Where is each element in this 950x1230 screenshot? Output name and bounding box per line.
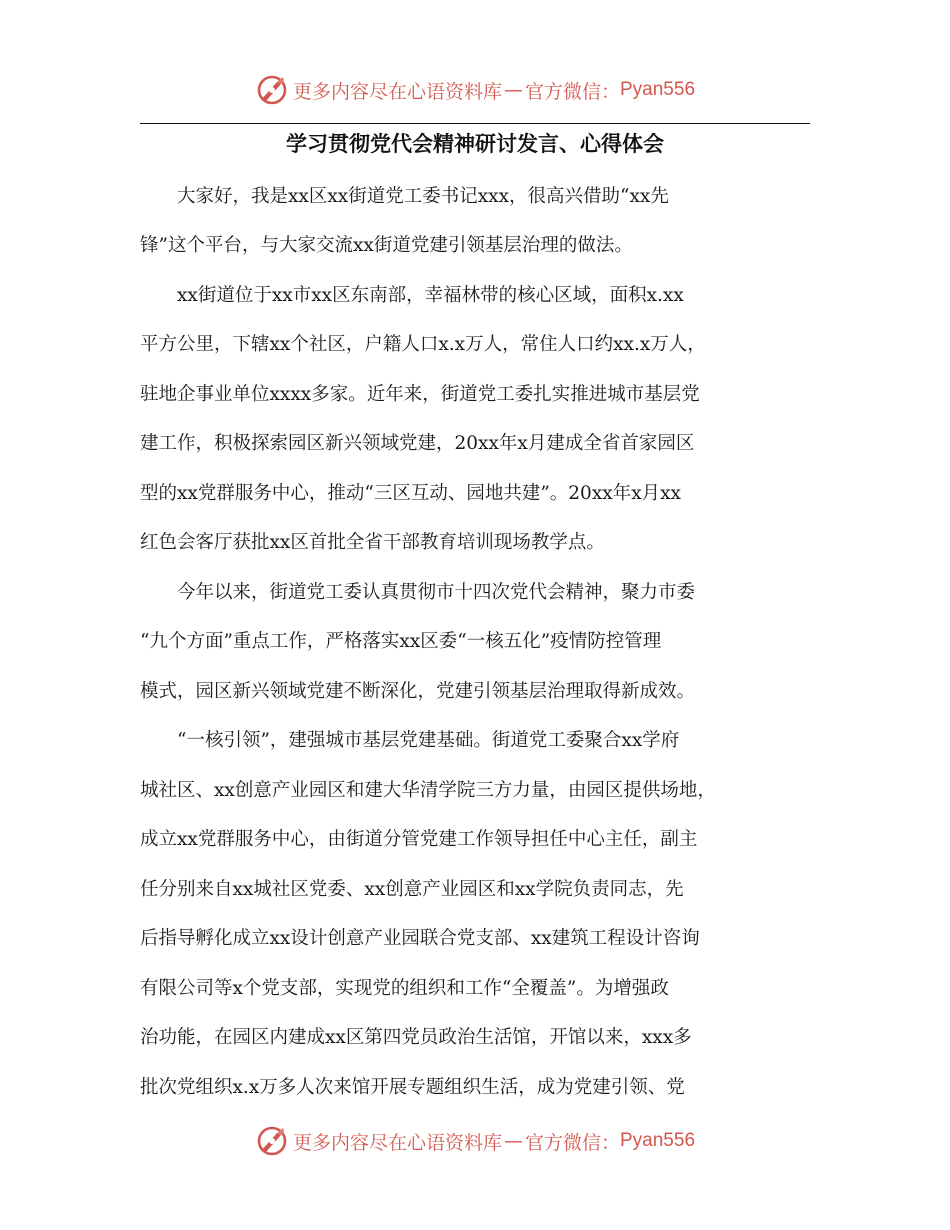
body-line: 治功能，在园区内建成xx区第四党员政治生活馆，开馆以来，xxx多 [140, 1027, 692, 1048]
banner-separator: — [503, 1130, 523, 1152]
banner-text: 更多内容尽在心语资料库 [292, 1131, 502, 1154]
body-line: 后指导孵化成立xx设计创意产业园联合党支部、xx建筑工程设计咨询 [140, 928, 700, 949]
banner-contact-label: 官方微信： [524, 80, 620, 103]
body-line: 建工作，积极探索园区新兴领域党建，20xx年x月建成全省首家园区 [140, 433, 695, 454]
banner-text: 更多内容尽在心语资料库 [292, 80, 502, 103]
body-line: xx街道位于xx市xx区东南部，幸福林带的核心区域，面积x.xx [140, 285, 684, 306]
body-line: 红色会客厅获批xx区首批全省干部教育培训现场教学点。 [140, 532, 605, 553]
body-line: 成立xx党群服务中心，由街道分管党建工作领导担任中心主任，副主 [140, 829, 698, 850]
body-line: 驻地企事业单位xxxx多家。近年来，街道党工委扎实推进城市基层党 [140, 384, 700, 405]
body-line: 大家好，我是xx区xx街道党工委书记xxx，很高兴借助“xx先 [140, 186, 669, 207]
body-line: 有限公司等x个党支部，实现党的组织和工作“全覆盖”。为增强政 [140, 978, 669, 999]
logo-icon [255, 1124, 289, 1158]
body-line: “九个方面”重点工作，严格落实xx区委“一核五化”疫情防控管理 [140, 631, 662, 652]
body-line: 任分别来自xx城社区党委、xx创意产业园区和xx学院负责同志，先 [140, 879, 684, 900]
body-line: 型的xx党群服务中心，推动“三区互动、园地共建”。20xx年x月xx [140, 483, 681, 504]
header-rule [140, 123, 810, 124]
body-line: 城社区、xx创意产业园区和建大华清学院三方力量，由园区提供场地， [140, 780, 716, 801]
body-line: 今年以来，街道党工委认真贯彻市十四次党代会精神，聚力市委 [140, 582, 696, 603]
banner-contact-label: 官方微信： [524, 1131, 620, 1154]
logo-icon [255, 73, 289, 107]
banner-contact-id: Pyan556 [620, 79, 696, 100]
banner-separator: — [503, 79, 523, 101]
body-line: “一核引领”，建强城市基层党建基础。街道党工委聚合xx学府 [140, 730, 680, 751]
body-line: 批次党组织x.x万多人次来馆开展专题组织生活，成为党建引领、党 [140, 1077, 685, 1098]
header-banner [0, 70, 950, 110]
banner-contact-id: Pyan556 [620, 1130, 696, 1151]
body-line: 平方公里，下辖xx个社区，户籍人口x.x万人，常住人口约xx.x万人， [140, 334, 706, 355]
body-line: 模式，园区新兴领域党建不断深化，党建引领基层治理取得新成效。 [140, 681, 696, 702]
footer-banner [0, 1121, 950, 1161]
body-line: 锋”这个平台，与大家交流xx街道党建引领基层治理的做法。 [140, 235, 633, 256]
document-title: 学习贯彻党代会精神研讨发言、心得体会 [286, 132, 664, 156]
